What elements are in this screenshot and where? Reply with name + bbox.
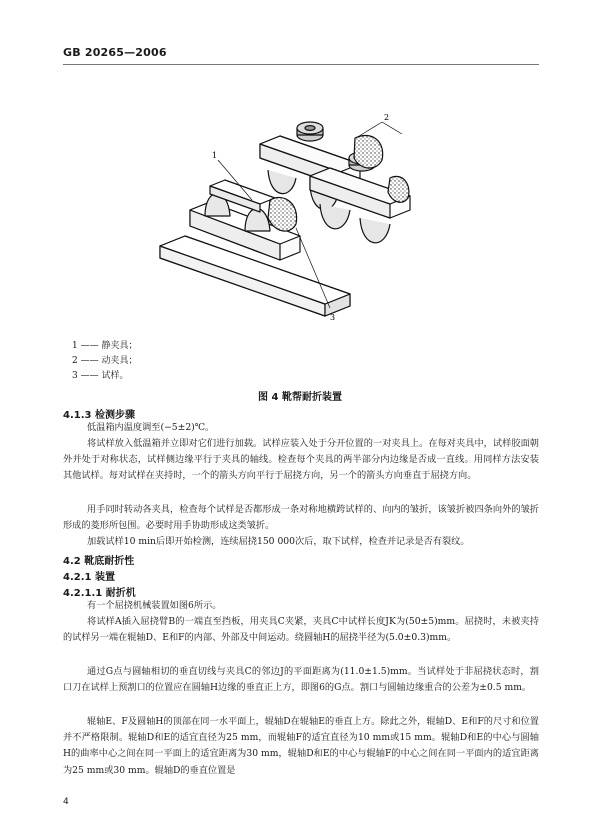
paragraph: 加载试样10 min后即开始检测，连续屈挠150 000次后，取下试样，检查并记录是否有裂纹。 bbox=[87, 536, 470, 547]
paragraph: 用手同时转动各夹具，检查每个试样是否都形成一条对称地横跨试样的、向内的皱折，该皱折被四条向外的皱折形成的菱形所包围。必要时用手协助形成这类皱折。 bbox=[63, 504, 539, 532]
callout-2: 2 bbox=[384, 113, 390, 122]
legend-text: 静夹具； bbox=[101, 341, 138, 351]
header-rule bbox=[63, 64, 539, 65]
standard-number: GB 20265—2006 bbox=[63, 46, 167, 59]
paragraph: 辊轴E、F及圆轴H的顶部在同一水平面上，辊轴D在辊轴E的垂直上方。除此之外，辊轴D、E和F的尺寸和位置并不严格限制。辊轴D和E的适宜直径为25 mm，而辊轴F的适宜直径为10 mm或15 mm。辊轴D和E的中心与圆轴H的曲率中心之间在同一平面上的适宜距离为30 mm，辊轴D和E的中心与辊轴F的中心之间在同一平面内的适宜距离为25 mm或30 mm。辊轴D的垂直位置是 bbox=[63, 716, 539, 776]
paragraph: 通过G点与圆轴相切的垂直切线与夹具C的邻边J的平面距离为(11.0±1.5)mm。当试样处于非屈挠状态时，割口刀在试样上预割口的位置应在圆轴H边缘的垂直正上方，即图6的G点。割口与圆轴边缘重合的公差为±0.5 mm。 bbox=[63, 666, 539, 694]
paragraph: 有一个屈挠机械装置如图6所示。 bbox=[87, 600, 222, 611]
page-number: 4 bbox=[63, 797, 69, 807]
legend-number: 1 bbox=[72, 341, 78, 351]
legend-dash: —— bbox=[80, 341, 99, 351]
legend-item-2 bbox=[72, 356, 138, 367]
callout-3: 3 bbox=[330, 313, 336, 322]
legend-text: 动夹具； bbox=[101, 356, 138, 366]
section-heading-4-2-1: 4.2.1 装置 bbox=[63, 572, 115, 583]
callout-1: 1 bbox=[212, 151, 218, 160]
paragraph: 将试样放入低温箱并立即对它们进行加载。试样应装入处于分开位置的一对夹具上。在每对夹具中，试样胶面朝外并处于对称状态，试样侧边缘平行于夹具的轴线。检查每个夹具的两半部分内边缘是否成一直线。用同样方法安装其他试样。每对试样在夹持时，一个的箭头方向平行于屈挠方向，另一个的箭头方向垂直于屈挠方向。 bbox=[63, 438, 539, 482]
legend-number: 3 bbox=[72, 371, 78, 381]
section-heading-4-2: 4.2 靴底耐折性 bbox=[63, 556, 135, 567]
legend-item-3 bbox=[72, 371, 129, 382]
legend-number: 2 bbox=[72, 356, 78, 366]
figure-4-drawing bbox=[150, 108, 480, 328]
figure-caption: 图 4 靴帮耐折装置 bbox=[258, 392, 342, 403]
section-heading-4-2-1-1: 4.2.1.1 耐折机 bbox=[63, 588, 136, 599]
paragraph: 将试样A插入屈挠臂B的一端直至挡板，用夹具C夹紧，夹具C中试样长度JK为(50±5)mm。屈挠时，未被夹持的试样另一端在辊轴D、E和F的内部、外部及中间运动。绕圆轴H的屈挠半径为(5.0±0.3)mm。 bbox=[63, 616, 539, 644]
section-heading-4-1-3: 4.1.3 检测步骤 bbox=[63, 410, 135, 421]
legend-item-1 bbox=[72, 341, 138, 352]
legend-text: 试样。 bbox=[101, 371, 129, 381]
legend-dash: —— bbox=[80, 371, 99, 381]
paragraph: 低温箱内温度调至(−5±2)℃。 bbox=[87, 422, 215, 433]
legend-dash: —— bbox=[80, 356, 99, 366]
